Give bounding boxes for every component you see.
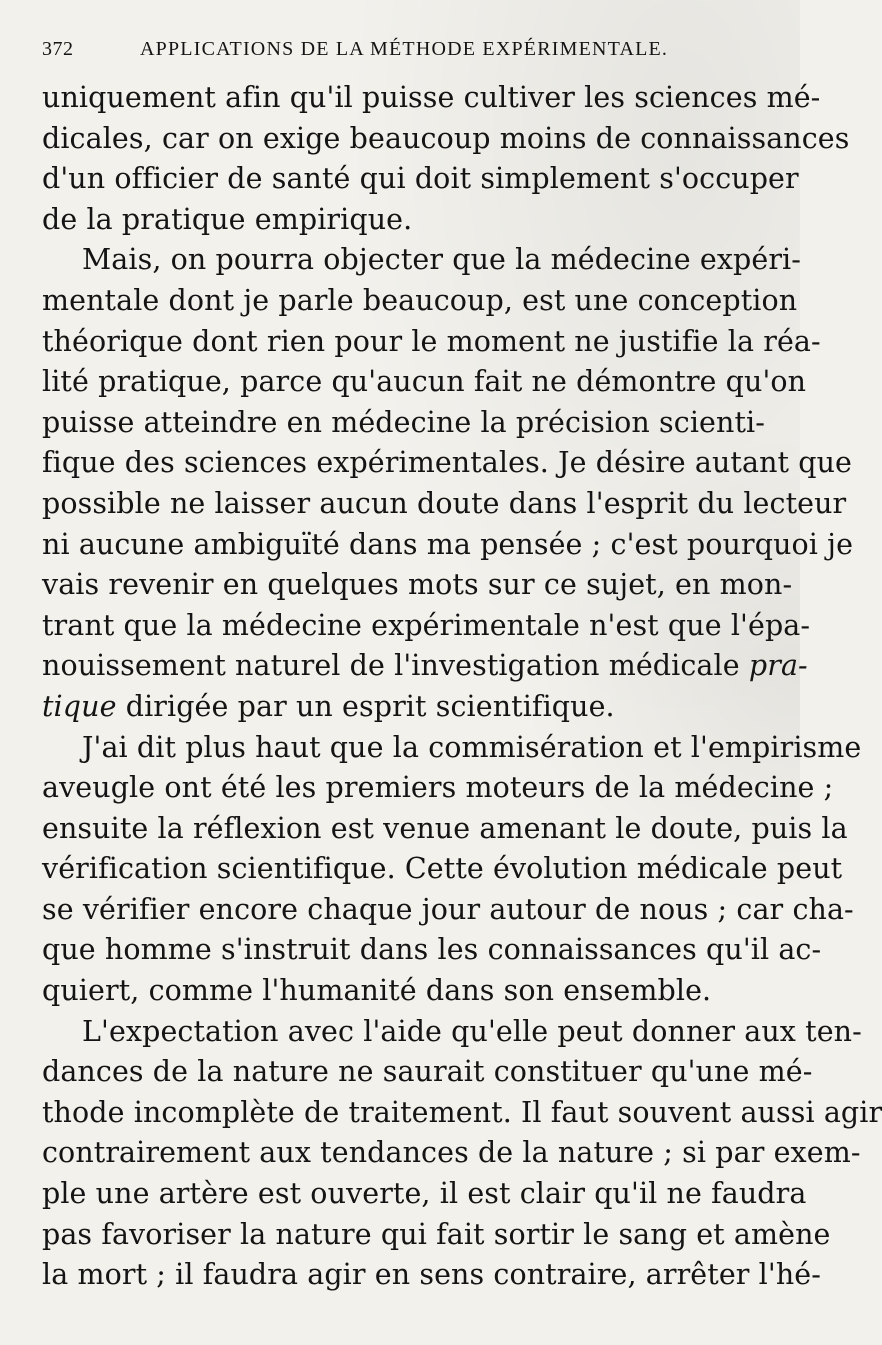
text-line: quiert, comme l'humanité dans son ensemble. bbox=[42, 974, 712, 1008]
text-line bbox=[42, 687, 764, 728]
text-line: que homme s'instruit dans les connaissances qu'il ac- bbox=[42, 933, 822, 967]
text-line: J'ai dit plus haut que la commisération et l'empirisme bbox=[82, 730, 862, 764]
text-line: ple une artère est ouverte, il est clair qu'il ne faudra bbox=[42, 1177, 807, 1211]
text-line: trant que la médecine expérimentale n'est que l'épa- bbox=[42, 608, 811, 642]
text-line: la mort ; il faudra agir en sens contraire, arrêter l'hé- bbox=[42, 1258, 821, 1292]
page-number: 372 bbox=[42, 38, 74, 60]
text-line: vérification scientifique. Cette évolution médicale peut bbox=[42, 852, 843, 886]
text-line: vais revenir en quelques mots sur ce sujet, en mon- bbox=[42, 568, 793, 602]
line-text: nouissement naturel de l'investigation médicale bbox=[42, 649, 740, 683]
line-text: dirigée par un esprit scientifique. bbox=[125, 689, 615, 723]
text-line: de la pratique empirique. bbox=[42, 202, 413, 236]
text-line: mentale dont je parle beaucoup, est une conception bbox=[42, 283, 798, 317]
text-line: thode incomplète de traitement. Il faut souvent aussi agir bbox=[42, 1095, 882, 1129]
text-line: dicales, car on exige beaucoup moins de connaissances bbox=[42, 121, 850, 155]
italic-word: tique bbox=[42, 689, 117, 723]
text-line: ensuite la réflexion est venue amenant le doute, puis la bbox=[42, 811, 848, 845]
text-line: puisse atteindre en médecine la précision scienti- bbox=[42, 405, 765, 439]
text-line: ni aucune ambiguïté dans ma pensée ; c'est pourquoi je bbox=[42, 527, 854, 561]
italic-word: pra- bbox=[748, 649, 808, 683]
running-head bbox=[42, 38, 764, 78]
text-line: pas favoriser la nature qui fait sortir le sang et amène bbox=[42, 1217, 831, 1251]
text-line: uniquement afin qu'il puisse cultiver les sciences mé- bbox=[42, 81, 821, 114]
text-line: dances de la nature ne saurait constituer qu'une mé- bbox=[42, 1055, 813, 1089]
text-line: lité pratique, parce qu'aucun fait ne démontre qu'on bbox=[42, 365, 807, 399]
text-line: L'expectation avec l'aide qu'elle peut donner aux ten- bbox=[82, 1014, 862, 1048]
text-line: possible ne laisser aucun doute dans l'esprit du lecteur bbox=[42, 486, 847, 520]
text-line: d'un officier de santé qui doit simplement s'occuper bbox=[42, 162, 799, 196]
page-body bbox=[42, 78, 882, 1296]
text-line: Mais, on pourra objecter que la médecine expéri- bbox=[82, 243, 801, 277]
text-line: contrairement aux tendances de la nature ; si par exem- bbox=[42, 1136, 861, 1170]
text-line bbox=[42, 646, 808, 687]
text-line: se vérifier encore chaque jour autour de nous ; car cha- bbox=[42, 892, 854, 926]
text-line: aveugle ont été les premiers moteurs de la médecine ; bbox=[42, 771, 834, 805]
running-title: APPLICATIONS DE LA MÉTHODE EXPÉRIMENTALE. bbox=[140, 38, 669, 60]
text-line: fique des sciences expérimentales. Je désire autant que bbox=[42, 446, 852, 480]
text-line: théorique dont rien pour le moment ne justifie la réa- bbox=[42, 324, 821, 358]
